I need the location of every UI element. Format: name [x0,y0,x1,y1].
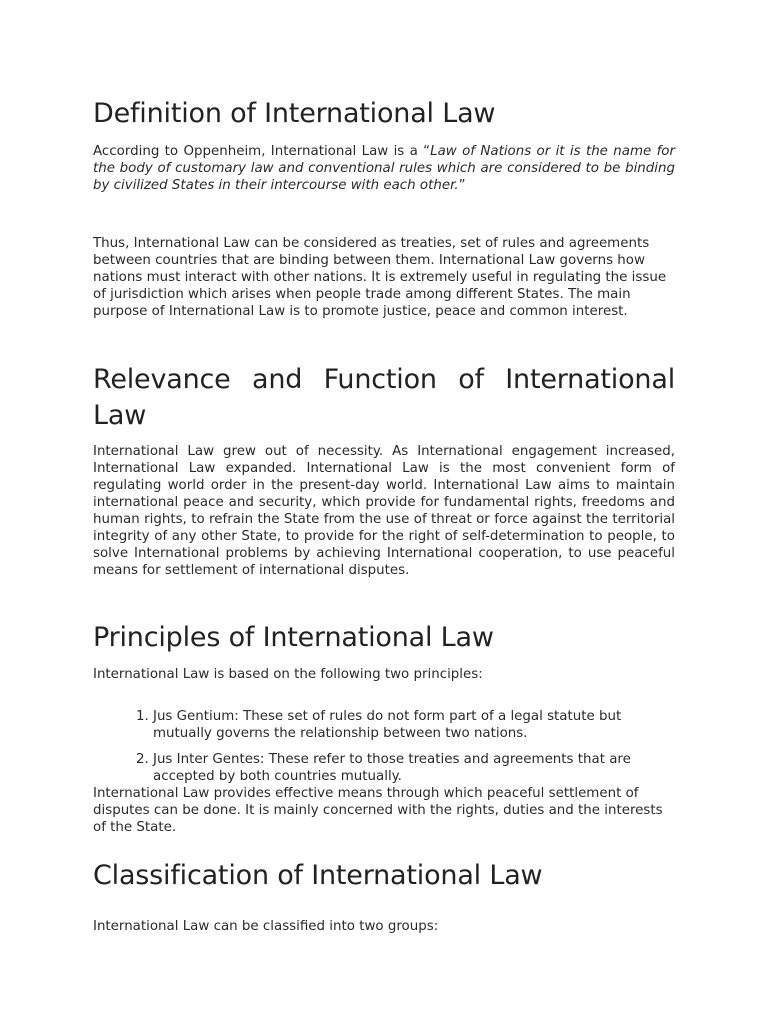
paragraph-relevance: International Law grew out of necessity. As International engagement increased, International Law expanded. International Law is the most convenient form of regulating world order in the present-day world. International Law aims to maintain international peace and security, which provide for fundamental rights, freedoms and human rights, to refrain the State from the use of threat or force against the territorial integrity of any other State, to provide for the right of self-determination to people, to solve International problems by achieving International cooperation, to use peaceful means for settlement of international disputes. [93,444,675,578]
list-item-text: Jus Inter Gentes: These refer to those treaties and agreements that are accepted by both countries mutually. [153,752,631,784]
heading-definition: Definition of International Law [93,98,496,129]
paragraph-principles-conclusion: International Law provides effective means through which peaceful settlement of disputes can be done. It is mainly concerned with the rights, duties and the interests of the State. [93,786,663,835]
paragraph-definition-explanation: Thus, International Law can be considered as treaties, set of rules and agreements between countries that are binding between them. International Law governs how nations must interact with other nations. It is extremely useful in regulating the issue of jurisdiction which arises when people trade among different States. The main purpose of International Law is to promote justice, peace and common interest. [93,236,667,319]
paragraph-classification-intro: International Law can be classified into two groups: [93,919,439,934]
definition-quote: Law of Nations or it is the name for the body of customary law and conventional rules which are considered to be binding by civilized States in their intercourse with each other. [93,144,675,193]
list-item-number: 2. [136,752,149,767]
list-item-text: Jus Gentium: These set of rules do not form part of a legal statute but mutually governs the relationship between two nations. [153,709,622,741]
list-item-number: 1. [136,709,149,724]
heading-relevance-function: Relevance and Function of International Law [93,364,675,431]
principles-list [93,708,675,785]
definition-prefix: According to Oppenheim, International Law is a “ [93,144,431,159]
heading-classification: Classification of International Law [93,860,543,891]
definition-suffix: ” [458,178,466,193]
paragraph-oppenheim-definition [93,143,675,194]
list-item-jus-inter-gentes [93,751,675,785]
heading-principles: Principles of International Law [93,622,494,653]
paragraph-principles-intro: International Law is based on the following two principles: [93,667,483,682]
list-item-jus-gentium [93,708,675,742]
